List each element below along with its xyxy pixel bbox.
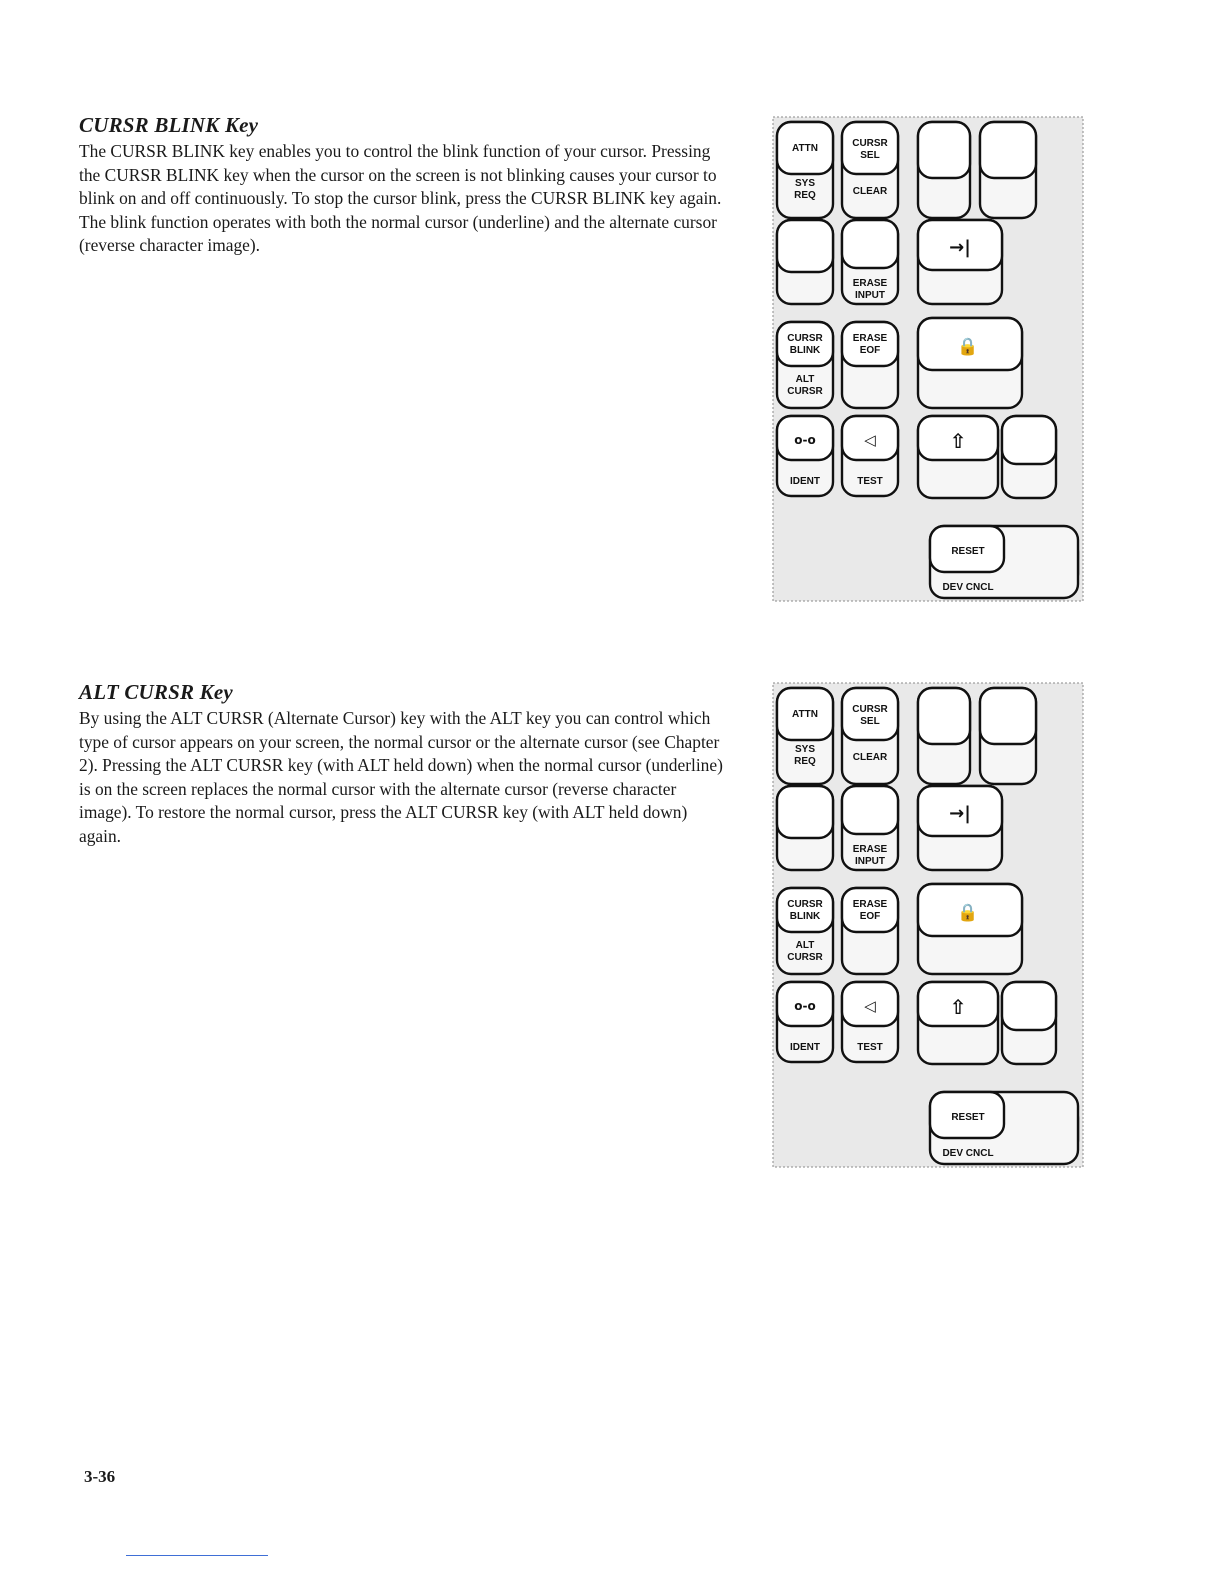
key-label: CURSR [787, 386, 823, 397]
test-icon: ◁ [864, 431, 876, 449]
ident-key [777, 982, 833, 1062]
section-title: ALT CURSR Key [79, 680, 233, 704]
key-label: DEV CNCL [942, 1148, 994, 1159]
key-label: BLINK [789, 345, 821, 356]
key-label: CURSR [852, 138, 888, 149]
key-label: INPUT [855, 290, 885, 301]
key-label: TEST [857, 1042, 883, 1053]
blank-key [1002, 982, 1056, 1064]
test-key [842, 416, 898, 496]
key-label: RESET [951, 1112, 985, 1123]
key-label: SYS [794, 744, 816, 755]
section-title: CURSR BLINK Key [79, 113, 259, 137]
key-label: BLINK [789, 911, 821, 922]
tab-icon: →| [949, 803, 971, 824]
footer-rule [126, 1555, 268, 1556]
blank-key [777, 786, 833, 870]
cursr-sel-clear-key [842, 688, 898, 784]
keyboard-illustration [772, 116, 1084, 602]
blank-key [918, 688, 970, 784]
key-label: ALT [795, 940, 815, 951]
tab-key [918, 786, 1002, 870]
cursr-blink-section [79, 113, 729, 258]
shift-icon: ⇧ [949, 995, 967, 1019]
section-body: By using the ALT CURSR (Alternate Cursor) key with the ALT key you can control which type of cursor appears on your screen, the normal cursor or the alternate cursor (see Chapter 2). Pressing the ALT CURSR key (with ALT held down) when the normal cursor (underline) is on the screen replaces the normal cursor with the alternate cursor (reverse character image). To restore the normal cursor, press the ALT CURSR key (with ALT held down) again. [79, 708, 723, 846]
blank-key [1002, 416, 1056, 498]
key-label: INPUT [855, 856, 885, 867]
key-label: EOF [859, 911, 881, 922]
reset-dev-cncl-key [930, 526, 1078, 598]
key-label: ATTN [792, 143, 818, 154]
alt-cursr-section [79, 680, 729, 848]
key-label: DEV CNCL [942, 582, 994, 593]
blank-key [980, 688, 1036, 784]
keyboard-illustration [772, 682, 1084, 1168]
shift-key [918, 982, 998, 1064]
key-label: ERASE [852, 333, 888, 344]
key-label: IDENT [790, 476, 820, 487]
key-label: REQ [794, 190, 816, 201]
tab-icon: →| [949, 237, 971, 258]
key-label: ALT [795, 374, 815, 385]
lock-key [918, 318, 1022, 408]
section-body: The CURSR BLINK key enables you to control the blink function of your cursor. Pressing the CURSR BLINK key when the cursor on the screen is not blinking causes your cursor to blink on and off continuously. To stop the cursor blink, press the CURSR BLINK key again. The blink function operates with both the normal cursor (underline) and the alternate cursor (reverse character image). [79, 141, 722, 255]
cursr-blink-alt-cursr-key [777, 888, 833, 974]
key-label: CURSR [852, 704, 888, 715]
page-number: 3-36 [84, 1467, 116, 1486]
reset-dev-cncl-key [930, 1092, 1078, 1164]
key-label: SEL [860, 150, 880, 161]
shift-icon: ⇧ [949, 429, 967, 453]
test-icon: ◁ [864, 997, 876, 1015]
blank-key [777, 220, 833, 304]
test-key [842, 982, 898, 1062]
key-label: IDENT [790, 1042, 820, 1053]
key-label: ERASE [852, 899, 888, 910]
erase-eof-key [842, 888, 898, 974]
ident-icon: o-o [794, 999, 816, 1013]
lock-key [918, 884, 1022, 974]
attn-sys-req-key [777, 688, 833, 784]
cursr-sel-clear-key [842, 122, 898, 218]
blank-key [980, 122, 1036, 218]
key-label: SYS [794, 178, 816, 189]
tab-key [918, 220, 1002, 304]
erase-eof-key [842, 322, 898, 408]
key-label: CLEAR [852, 752, 888, 763]
key-label: ERASE [852, 278, 888, 289]
key-label: CURSR [787, 899, 823, 910]
key-label: RESET [951, 546, 985, 557]
shift-key [918, 416, 998, 498]
blank-key [918, 122, 970, 218]
key-label: REQ [794, 756, 816, 767]
lock-icon: 🔒 [957, 337, 979, 357]
key-label: CURSR [787, 333, 823, 344]
erase-input-key [842, 786, 898, 870]
ident-icon: o-o [794, 433, 816, 447]
key-label: CLEAR [852, 186, 888, 197]
erase-input-key [842, 220, 898, 304]
key-label: EOF [859, 345, 881, 356]
key-label: TEST [857, 476, 883, 487]
key-label: ERASE [852, 844, 888, 855]
cursr-blink-alt-cursr-key [777, 322, 833, 408]
key-label: CURSR [787, 952, 823, 963]
ident-key [777, 416, 833, 496]
lock-icon: 🔒 [957, 903, 979, 923]
attn-sys-req-key [777, 122, 833, 218]
key-label: SEL [860, 716, 880, 727]
key-label: ATTN [792, 709, 818, 720]
